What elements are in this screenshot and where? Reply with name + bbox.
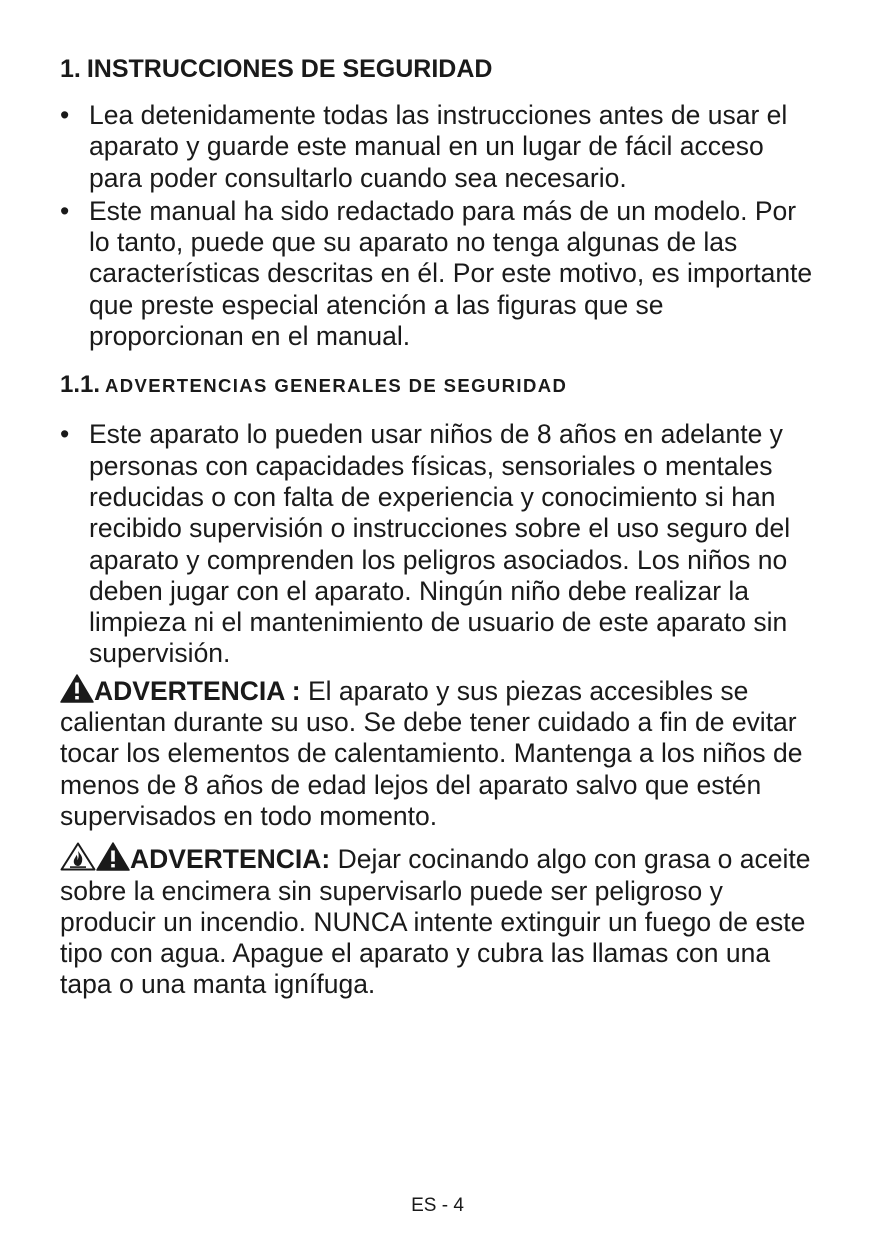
warning-hot-surfaces [60,674,820,832]
section-heading [60,52,820,86]
bullet-text: Lea detenidamente todas las instrucciones antes de usar el aparato y guarde este manual en un lugar de fácil acceso para poder consultarlo cuando sea necesario. [89,100,788,193]
fire-hazard-icon [60,842,96,871]
bullet-icon: • [60,100,70,130]
bullet-icon: • [60,419,70,450]
list-item [60,100,820,194]
manual-page [60,52,820,1011]
section-title: INSTRUCCIONES DE SEGURIDAD [86,55,493,83]
subsection-bullet-list [60,419,820,669]
page-number: ES - 4 [411,1195,464,1216]
bullet-text: Este manual ha sido redactado para más de un modelo. Por lo tanto, puede que su aparato no tenga algunas de las características descritas en él. Por este motivo, es importante que preste especial atención a las figuras que se proporcionan en el manual. [89,195,813,352]
warning-triangle-icon [96,842,130,871]
subsection-heading [60,370,820,403]
warning-label: ADVERTENCIA: [130,844,331,875]
list-item [60,419,820,669]
bullet-text: Este aparato lo pueden usar niños de 8 años en adelante y personas con capacidades físicas, sensoriales o mentales reducidas o con falta de experiencia y conocimiento si han recibido supervisión o instrucciones sobre el uso seguro del aparato y comprenden los peligros asociados. Los niños no deben jugar con el aparato. Ningún niño debe realizar la limpieza ni el mantenimiento de usuario de este aparato sin supervisión. [89,419,791,669]
warning-text: Dejar cocinando algo con grasa o aceite sobre la encimera sin supervisarlo puede ser peligroso y producir un incendio. NUNCA intente extinguir un fuego de este tipo con agua. Apague el aparato y cubra las llamas con una tapa o una manta ignífuga. [60,844,811,1000]
list-item [60,196,820,352]
section-number: 1. [60,55,81,83]
subsection-title: ADVERTENCIAS GENERALES DE SEGURIDAD [105,375,568,397]
section-bullet-list [60,100,820,352]
warning-triangle-icon [60,674,94,703]
warning-fire-risk [60,842,820,1000]
warning-text: El aparato y sus piezas accesibles se calientan durante su uso. Se debe tener cuidado a fin de evitar tocar los elementos de calentamiento. Mantenga a los niños de menos de 8 años de edad lejos del aparato salvo que estén supervisados en todo momento. [60,675,803,831]
warning-label: ADVERTENCIA : [94,675,301,706]
subsection-number: 1.1. [60,371,101,399]
bullet-icon: • [60,195,70,226]
